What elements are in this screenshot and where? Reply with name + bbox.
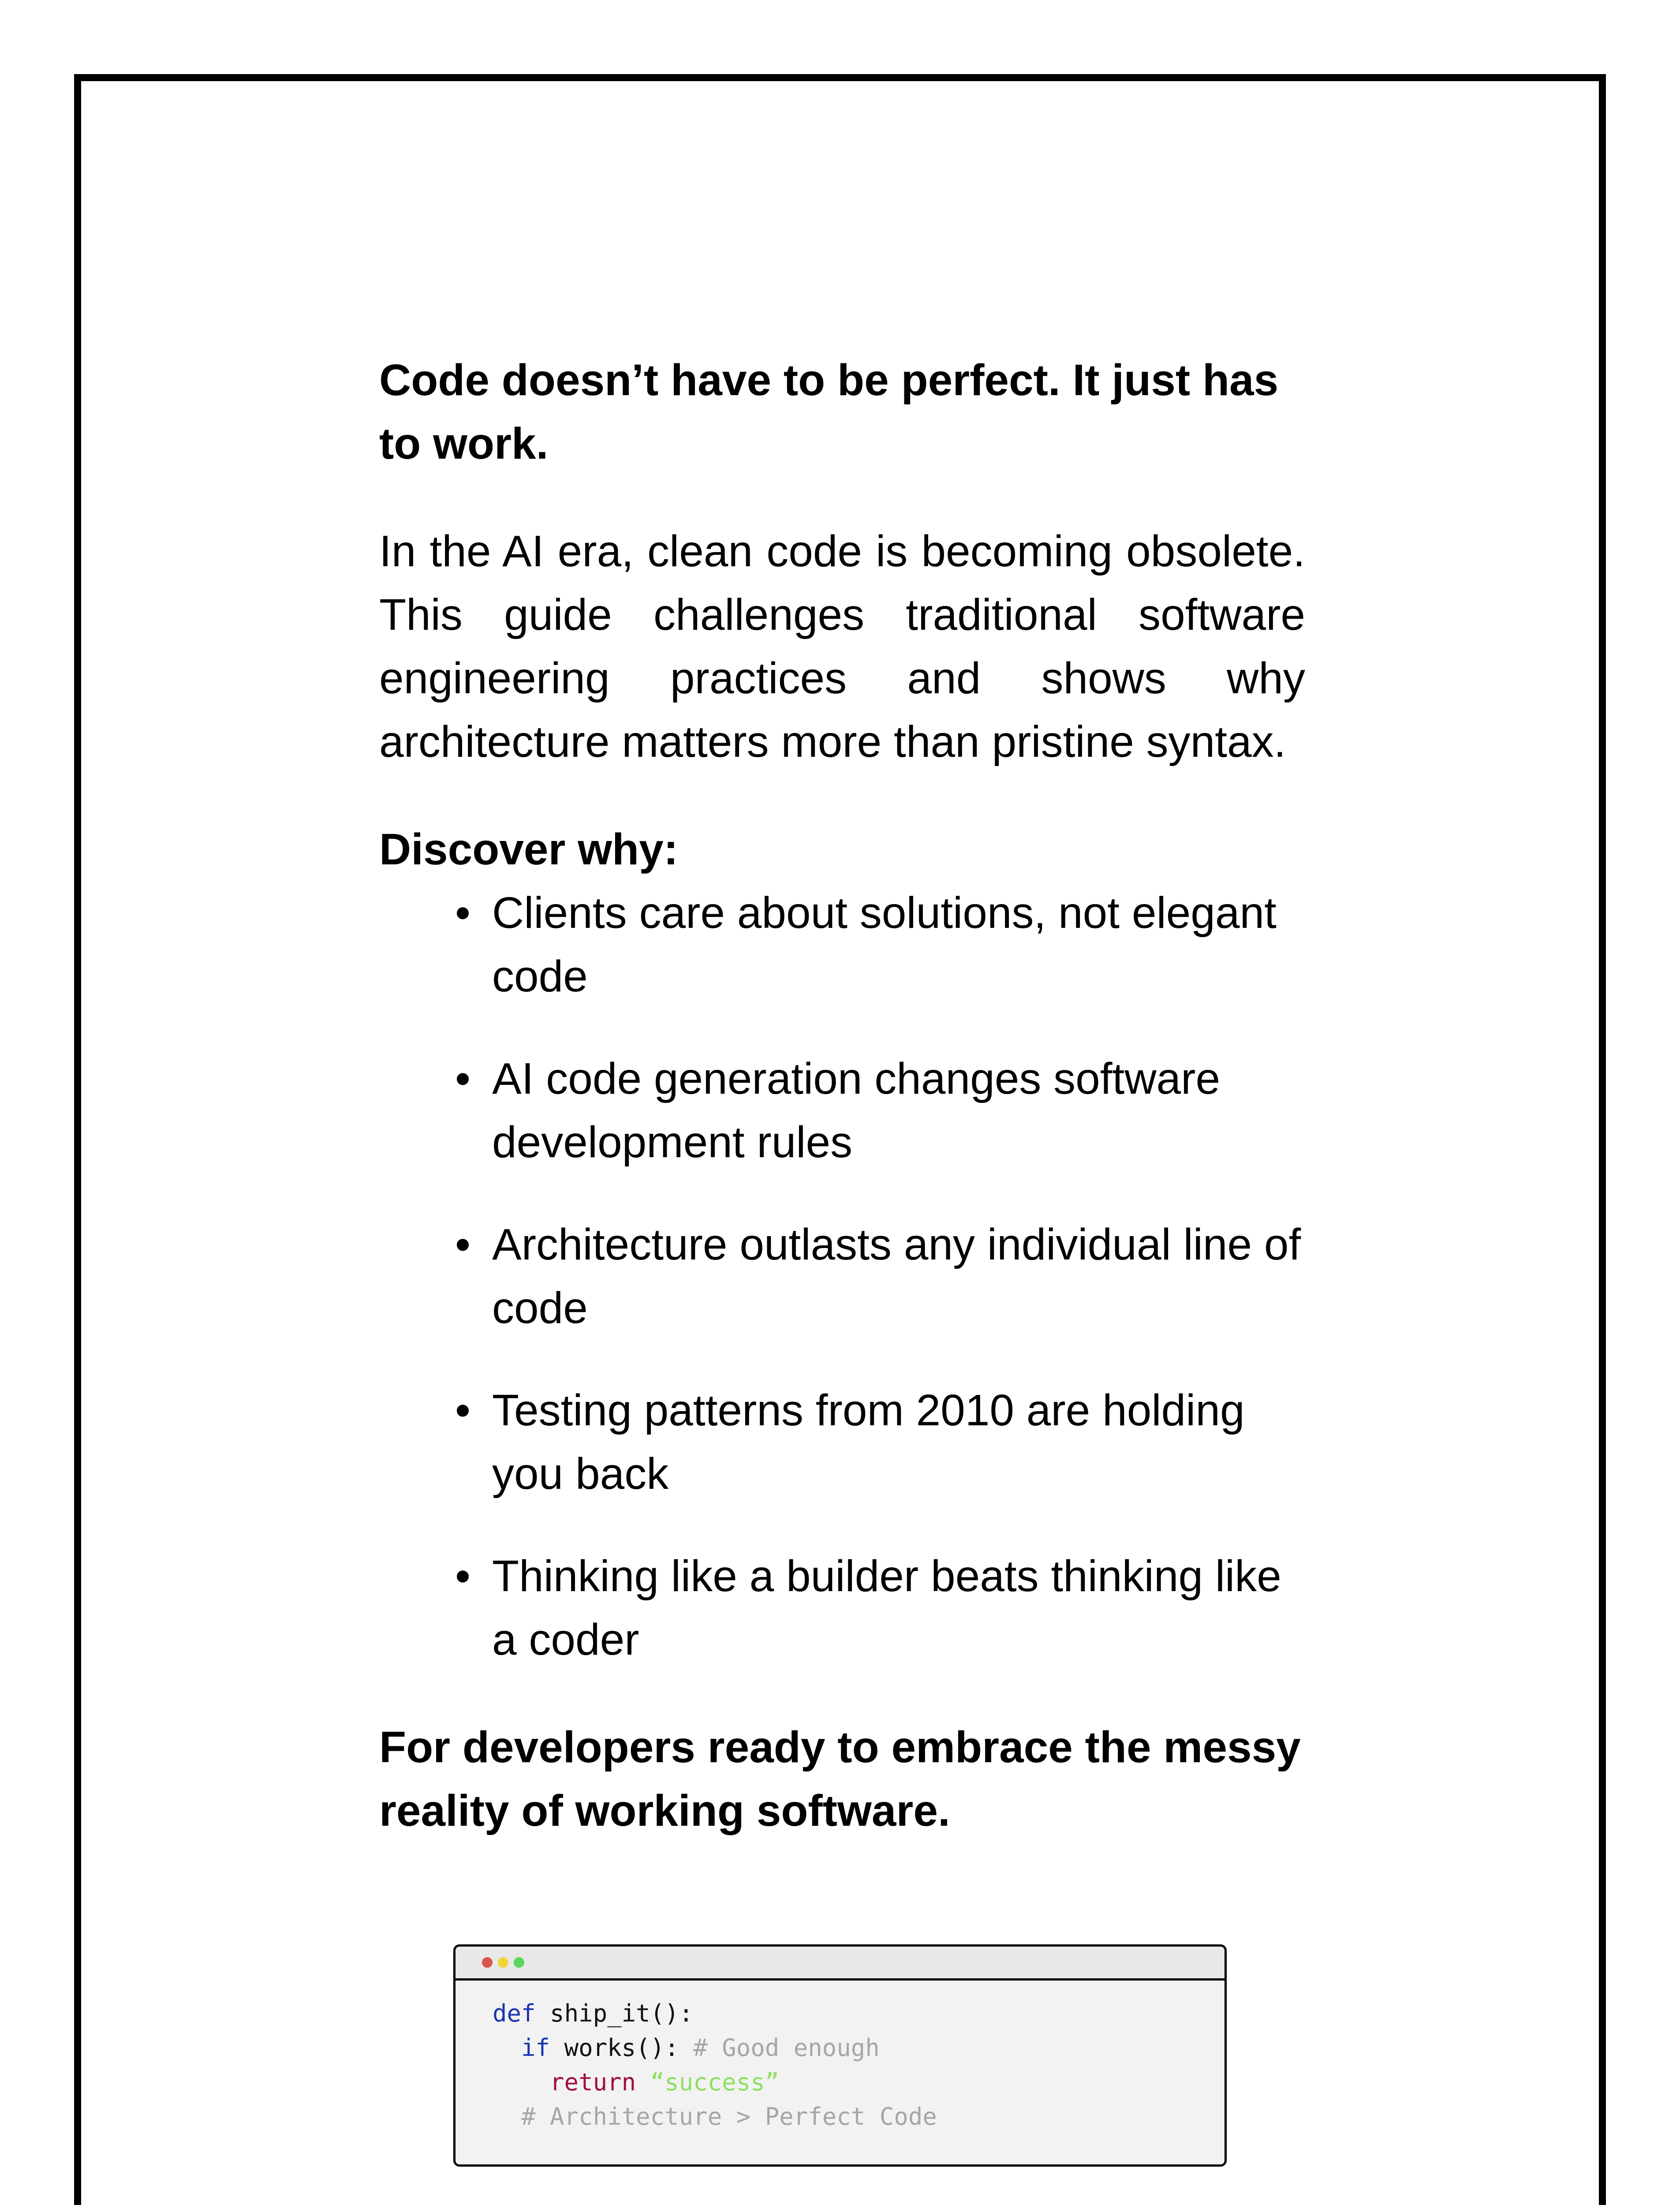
list-item: • Clients care about solutions, not elegant code (492, 881, 1305, 1008)
list-item: • Thinking like a builder beats thinking like a coder (492, 1544, 1305, 1671)
code-line: if works(): # Good enough (521, 2034, 880, 2062)
headline: Code doesn’t have to be perfect. It just has to work. (379, 355, 1279, 468)
bullet-icon: • (455, 1386, 471, 1435)
code-snippet-window (453, 1944, 1227, 2167)
code-body (455, 1981, 1225, 2134)
code-line: # Architecture > Perfect Code (521, 2103, 937, 2130)
intro-paragraph: In the AI era, clean code is becoming obsolete. This guide challenges traditional software engineering practices and shows why architecture matters more than pristine syntax. (379, 527, 1305, 766)
code-line: return “success” (550, 2068, 780, 2096)
list-item: • AI code generation changes software development rules (492, 1047, 1305, 1174)
list-item: • Testing patterns from 2010 are holding you back (492, 1379, 1305, 1506)
code-window-titlebar (455, 1947, 1225, 1981)
closing-statement: For developers ready to embrace the messy reality of working software. (379, 1723, 1301, 1835)
back-cover-content (379, 348, 1305, 1842)
code-line: def ship_it(): (493, 1999, 694, 2027)
bullet-icon: • (455, 1551, 471, 1601)
discover-heading: Discover why: (379, 825, 679, 874)
bullet-icon: • (455, 888, 471, 938)
list-item: • Architecture outlasts any individual line of code (492, 1213, 1305, 1340)
bullet-list (379, 881, 1305, 1671)
window-minimize-dot-icon (498, 1957, 508, 1968)
bullet-icon: • (455, 1054, 471, 1103)
bullet-icon: • (455, 1220, 471, 1269)
window-close-dot-icon (482, 1957, 493, 1968)
window-maximize-dot-icon (514, 1957, 524, 1968)
